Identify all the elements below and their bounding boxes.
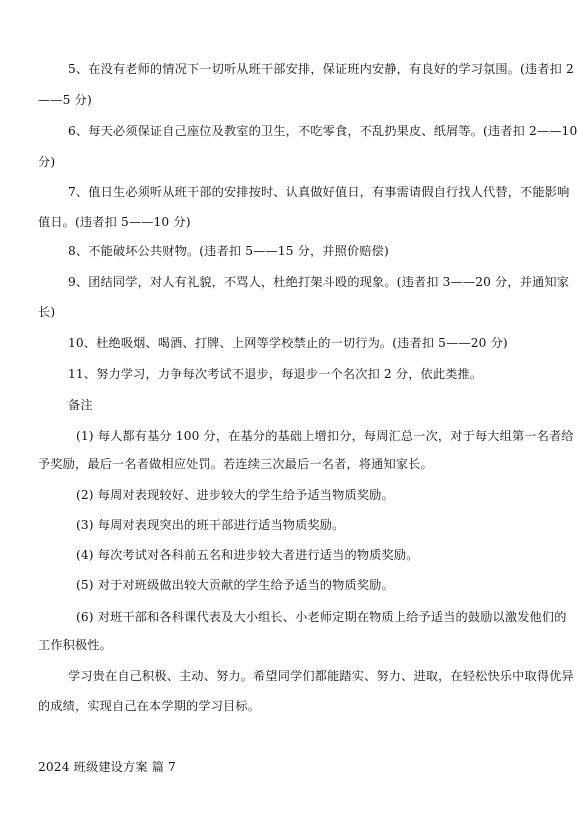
rule-8-line: 8、不能破坏公共财物。(违者扣 5——15 分，并照价赔偿) bbox=[68, 244, 389, 258]
rule-7-line-2: 值日。(违者扣 5——10 分) bbox=[38, 215, 191, 229]
rule-9-line-2: 长) bbox=[38, 305, 56, 319]
closing-line-1: 学习贵在自己积极、主动、努力。希望同学们都能踏实、努力、进取，在轻松快乐中取得优异 bbox=[68, 669, 574, 683]
rule-7-line-1: 7、值日生必须听从班干部的安排按时、认真做好值日，有事需请假自行找人代替，不能影响 bbox=[68, 185, 570, 199]
closing-line-2: 的成绩，实现自己在本学期的学习目标。 bbox=[38, 699, 261, 713]
remark-2-line: (2) 每周对表现较好、进步较大的学生给予适当物质奖励。 bbox=[76, 488, 394, 502]
next-section-title: 2024 班级建设方案 篇 7 bbox=[38, 760, 176, 774]
rule-5-line-1: 5、在没有老师的情况下一切听从班干部安排，保证班内安静，有良好的学习氛围。(违者扣 2 bbox=[68, 62, 574, 76]
rule-10-line: 10、杜绝吸烟、喝酒、打牌、上网等学校禁止的一切行为。(违者扣 5——20 分) bbox=[68, 336, 508, 350]
rule-6-line-1: 6、每天必须保证自己座位及教室的卫生，不吃零食，不乱扔果皮、纸屑等。(违者扣 2——10 bbox=[68, 124, 578, 138]
remark-1-line-1: (1) 每人都有基分 100 分，在基分的基础上增扣分，每周汇总一次，对于每大组第一名者给 bbox=[76, 429, 574, 443]
remark-5-line: (5) 对于对班级做出较大贡献的学生给予适当的物质奖励。 bbox=[76, 578, 394, 592]
rule-5-line-2: ——5 分) bbox=[38, 93, 92, 107]
remark-1-line-2: 予奖励，最后一名者做相应处罚。若连续三次最后一名者，将通知家长。 bbox=[38, 457, 433, 471]
remark-6-line-2: 工作积极性。 bbox=[38, 638, 113, 652]
rule-6-line-2: 分) bbox=[38, 155, 56, 169]
remark-3-line: (3) 每周对表现突出的班干部进行适当物质奖励。 bbox=[76, 518, 345, 532]
rule-9-line-1: 9、团结同学，对人有礼貌，不骂人，杜绝打架斗殴的现象。(违者扣 3——20 分，并通知家 bbox=[68, 275, 570, 289]
remark-4-line: (4) 每次考试对各科前五名和进步较大者进行适当的物质奖励。 bbox=[76, 548, 419, 562]
remarks-heading: 备注 bbox=[68, 398, 93, 412]
rule-11-line: 11、努力学习，力争每次考试不退步，每退步一个名次扣 2 分，依此类推。 bbox=[68, 367, 483, 381]
remark-6-line-1: (6) 对班干部和各科课代表及大小组长、小老师定期在物质上给予适当的鼓励以激发他们的 bbox=[76, 610, 567, 624]
